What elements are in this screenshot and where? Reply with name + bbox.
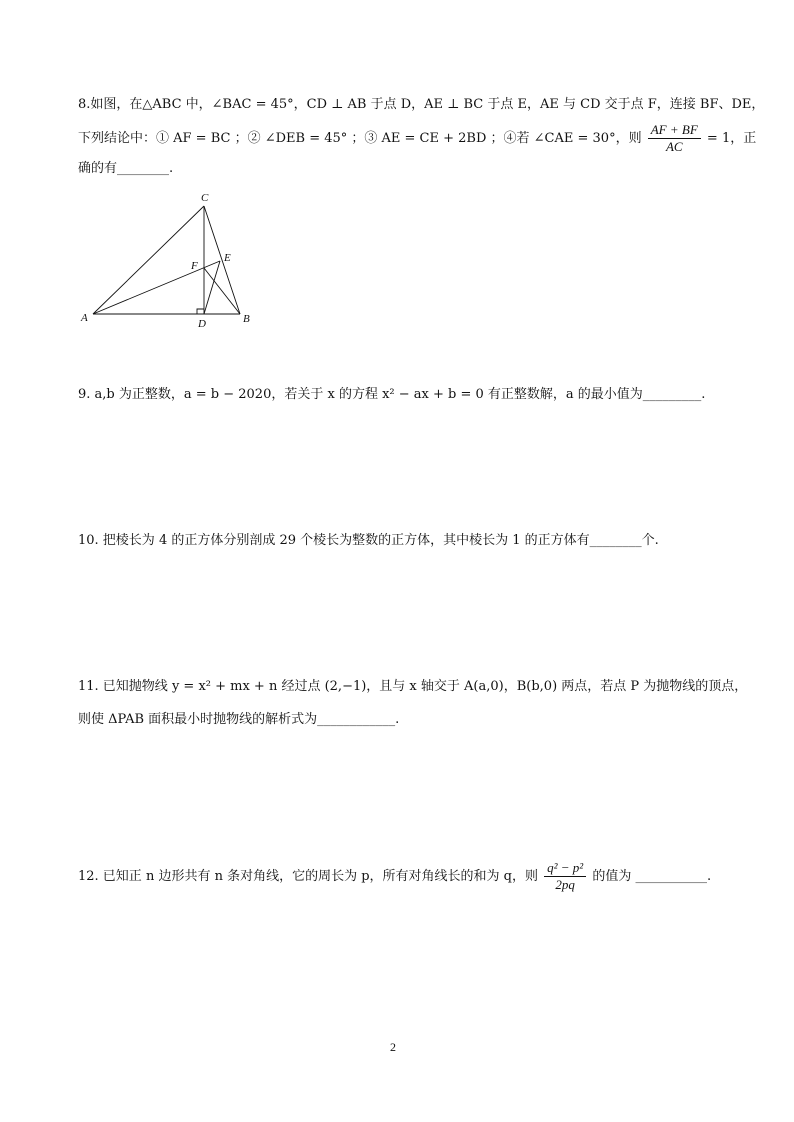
question-11-line-1: 11. 已知抛物线 y = x² + mx + n 经过点 (2,−1)，且与 x 轴交于 A(a,0)，B(b,0) 两点，若点 P 为抛物线的顶点， xyxy=(78,679,748,694)
question-8-equals-one: = 1，正 xyxy=(706,131,757,146)
fraction-denominator: AC xyxy=(665,139,683,154)
question-8-line-3: 确的有________. xyxy=(78,161,174,176)
label-a: A xyxy=(81,312,88,324)
question-8-line-1: 8.如图，在△ABC 中，∠BAC = 45°，CD ⊥ AB 于点 D，AE ⊥ BC 于点 E，AE 与 CD 交于点 F，连接 BF、DE， xyxy=(78,97,765,112)
fraction-numerator: AF + BF xyxy=(648,122,701,139)
fraction-numerator: q² − p² xyxy=(544,860,586,877)
segment-bf xyxy=(204,268,240,314)
question-12-text: 12. 已知正 n 边形共有 n 条对角线，它的周长为 p，所有对角线长的和为 q，则 xyxy=(78,869,538,884)
page-number: 2 xyxy=(390,1040,396,1054)
right-angle-mark xyxy=(197,309,204,314)
label-f: F xyxy=(191,260,198,272)
question-10: 10. 把棱长为 4 的正方体分别剖成 29 个棱长为整数的正方体，其中棱长为 1 的正方体有________个. xyxy=(78,533,659,548)
fraction-q2-p2-over-2pq xyxy=(544,860,586,893)
segment-cb xyxy=(204,206,240,314)
label-d: D xyxy=(198,318,206,330)
fraction-af-bf-over-ac xyxy=(648,122,701,155)
question-8-statements: 下列结论中：① AF = BC ；② ∠DEB = 45° ；③ AE = CE + 2BD ；④若 ∠CAE = 30°，则 xyxy=(78,131,642,146)
question-8-line-2 xyxy=(78,122,756,155)
label-b: B xyxy=(243,313,250,325)
label-c: C xyxy=(201,192,209,204)
question-12 xyxy=(78,860,711,893)
question-9: 9. a,b 为正整数，a = b − 2020，若关于 x 的方程 x² − ax + b = 0 有正整数解，a 的最小值为_________. xyxy=(78,387,706,402)
label-e: E xyxy=(224,252,231,264)
question-11-line-2: 则使 ΔPAB 面积最小时抛物线的解析式为____________. xyxy=(78,712,400,727)
triangle-figure xyxy=(78,190,268,335)
segment-ae xyxy=(93,261,220,314)
segment-de xyxy=(204,261,220,314)
question-12-answer-blank: 的值为 ___________. xyxy=(592,869,712,884)
segment-ac xyxy=(93,206,204,314)
fraction-denominator: 2pq xyxy=(555,877,575,892)
